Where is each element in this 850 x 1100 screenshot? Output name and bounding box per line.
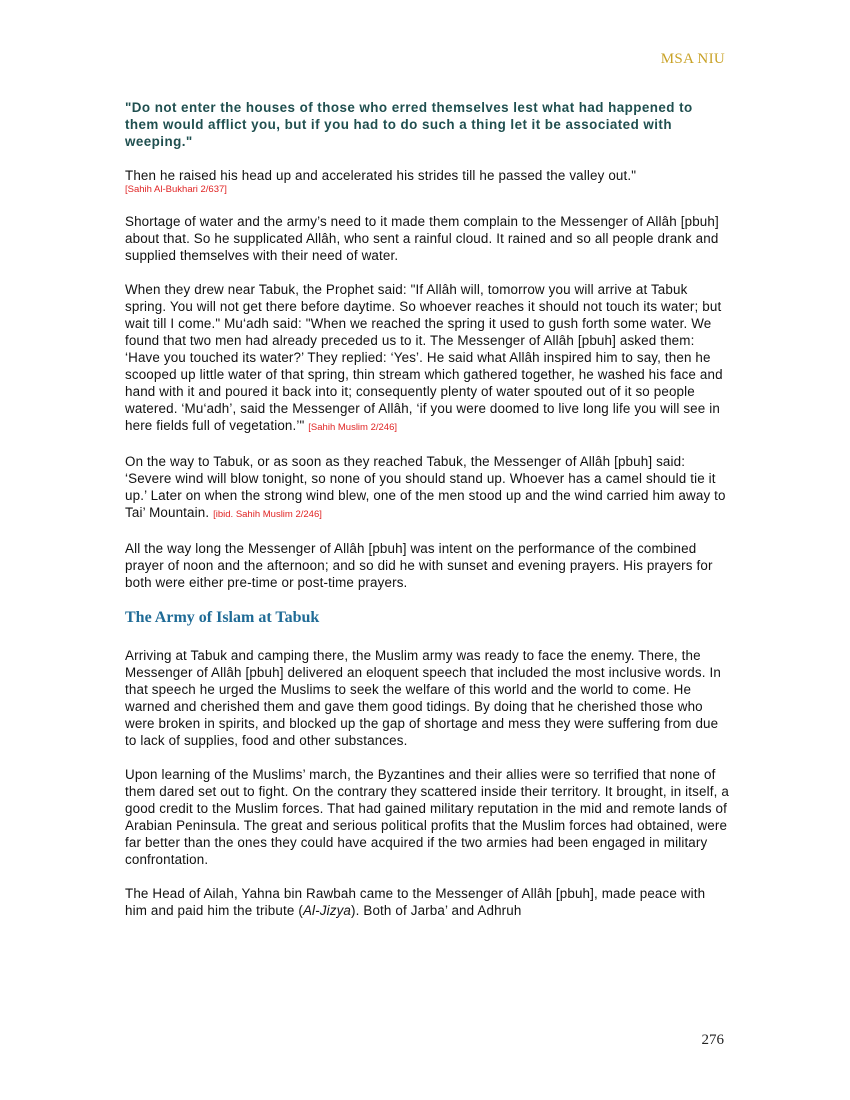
page-content	[125, 99, 730, 936]
hadith-quote: "Do not enter the houses of those who erred themselves lest what had happened to them would afflict you, but if you had to do such a thing let it be associated with weeping."	[125, 100, 693, 149]
citation: [ibid. Sahih Muslim 2/246]	[213, 509, 322, 520]
paragraph-text: All the way long the Messenger of Allâh [pbuh] was intent on the performance of the combined prayer of noon and the afternoon; and so did he with sunset and evening prayers. His prayers for both were either pre-time or post-time prayers.	[125, 541, 713, 590]
page-number: 276	[701, 1032, 724, 1048]
paragraph	[125, 885, 730, 919]
paragraph-text: Arriving at Tabuk and camping there, the Muslim army was ready to face the enemy. There, the Messenger of Allâh [pbuh] delivered an eloquent speech that included the most inclusive words. In that speech he urged the Muslims to seek the welfare of this world and the world to come. He warned and cherished them and gave them good tidings. By doing that he cherished those who were broken in spirits, and blocked up the gap of shortage and mess they were suffering from due to lack of supplies, food and other substances.	[125, 648, 721, 748]
paragraph	[125, 453, 730, 523]
italic-term: Al-Jizya	[302, 903, 352, 918]
paragraph-text: The Head of Ailah, Yahna bin Rawbah came to the Messenger of Allâh [pbuh], made peace with him and paid him the tribute (	[125, 886, 706, 918]
citation: [Sahih Al-Bukhari 2/637]	[125, 184, 227, 195]
running-header: MSA NIU	[660, 51, 725, 67]
paragraph-text: ). Both of Jarba’ and Adhruh	[351, 903, 522, 918]
paragraph	[125, 540, 730, 591]
section-heading: The Army of Islam at Tabuk	[125, 609, 320, 626]
paragraph	[125, 766, 730, 868]
paragraph-text: Upon learning of the Muslims’ march, the Byzantines and their allies were so terrified that none of them dared set out to fight. On the contrary they scattered inside their territory. It brought, in itself, a good credit to the Muslim forces. That had gained military reputation in the mid and remote lands of Arabian Peninsula. The great and serious political profits that the Muslim forces had obtained, were far better than the ones they could have acquired if the two armies had been engaged in military confrontation.	[125, 767, 729, 867]
paragraph	[125, 213, 730, 264]
paragraph	[125, 281, 730, 436]
citation: [Sahih Muslim 2/246]	[308, 422, 398, 433]
paragraph	[125, 167, 730, 196]
paragraph	[125, 647, 730, 749]
paragraph-text: Then he raised his head up and accelerated his strides till he passed the valley out."	[125, 168, 637, 183]
paragraph-text: On the way to Tabuk, or as soon as they reached Tabuk, the Messenger of Allâh [pbuh] said: ‘Severe wind will blow tonight, so none of you should stand up. Whoever has a camel should tie it up.’ Later on when the strong wind blew, one of the men stood up and the wind carried him away to Tai’ Mountain.	[125, 454, 726, 520]
paragraph-text: Shortage of water and the army’s need to it made them complain to the Messenger of Allâh [pbuh] about that. So he supplicated Allâh, who sent a rainful cloud. It rained and so all people drank and supplied themselves with their need of water.	[125, 214, 719, 263]
paragraph-text: When they drew near Tabuk, the Prophet said: "If Allâh will, tomorrow you will arrive at Tabuk spring. You will not get there before daytime. So whoever reaches it should not touch its water; but wait till I come." Mu‘adh said: "When we reached the spring it used to gush forth some water. We found that two men had already preceded us to it. The Messenger of Allâh [pbuh] asked them: ‘Have you touched its water?’ They replied: ‘Yes’. He said what Allâh inspired him to say, then he scooped up little water of that spring, thin stream which gathered together, he washed his face and hand with it and poured it back into it; consequently plenty of water spouted out of it so people watered. ‘Mu‘adh’, said the Messenger of Allâh, ‘if you were doomed to live long life you will see in here fields full of vegetation.’"	[125, 282, 723, 433]
